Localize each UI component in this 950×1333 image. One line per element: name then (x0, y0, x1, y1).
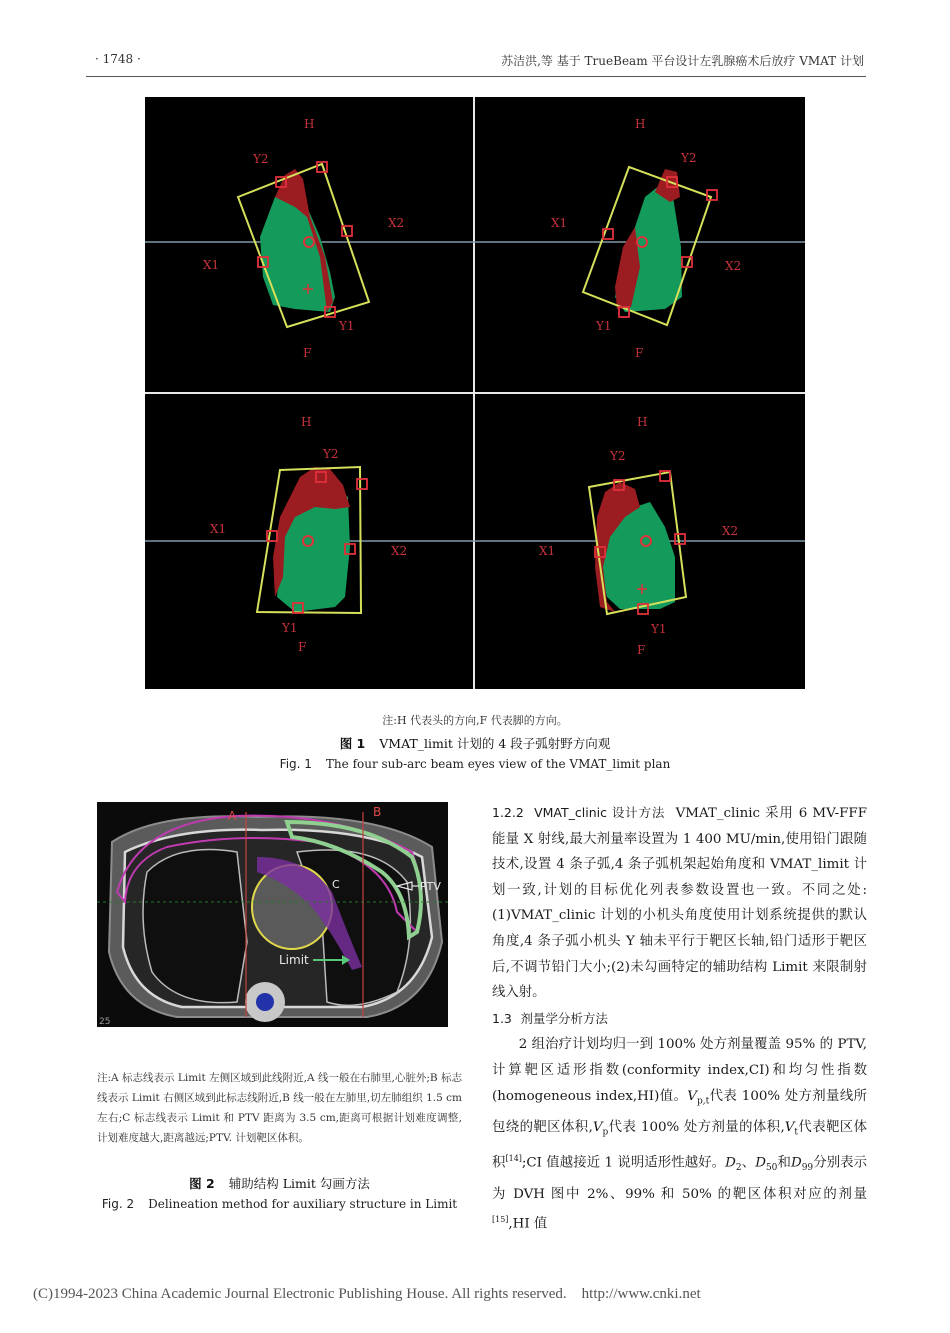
figure-1-title-cn: VMAT_limit 计划的 4 段子弧射野方向观 (379, 736, 611, 751)
vpt-subscript: p,t (696, 1096, 710, 1107)
and-word: 和 (777, 1155, 791, 1171)
figure-2-title-cn: 辅助结构 Limit 勾画方法 (228, 1176, 370, 1191)
section-1-2-2-number: 1.2.2 (492, 805, 524, 820)
copyright-text: (C)1994-2023 China Academic Journal Electronic Publishing House. All rights reserved. (33, 1286, 567, 1302)
section-1-3-title: 剂量学分析方法 (520, 1010, 608, 1026)
page-number: · 1748 · (95, 52, 141, 66)
p3-y2-label: Y2 (323, 447, 339, 461)
section-1-3-heading (492, 1006, 867, 1033)
figure-1-note: 注:H 代表头的方向,F 代表脚的方向。 (382, 714, 568, 727)
p2-x1-label: X1 (551, 216, 568, 230)
p3-x1-label: X1 (210, 522, 227, 536)
p4-x1-label: X1 (539, 544, 556, 558)
separator-1: 、 (741, 1155, 756, 1171)
p1-y1-label: Y1 (339, 319, 355, 333)
d50-subscript: 50 (765, 1163, 778, 1174)
p3-head-label: H (301, 415, 312, 429)
figure-2-caption-en (97, 1197, 462, 1211)
section-1-2-2 (492, 800, 867, 1006)
figure-1-label-en: Fig. 1 (279, 757, 312, 771)
d99-subscript: 99 (801, 1163, 814, 1174)
paragraph-2a: 代表 100% 处方剂量线所包绕的靶区体积, (492, 1088, 868, 1135)
vp-symbol: V (592, 1119, 603, 1135)
limit-label: Limit (279, 953, 309, 967)
section-1-3-number: 1.3 (492, 1010, 512, 1026)
bev-panel-3 (257, 467, 367, 613)
p2-foot-label: F (635, 346, 644, 360)
running-title: 苏洁洪,等 基于 TrueBeam 平台设计左乳腺癌术后放疗 VMAT 计划 (501, 54, 864, 68)
figure-1-caption-en (0, 757, 950, 771)
bev-panel-4 (589, 471, 686, 614)
figure-2-title-en: Delineation method for auxiliary structure in Limit (148, 1197, 458, 1211)
figure-2-image (97, 802, 448, 1027)
paragraph-2c: 代表靶区体积 (492, 1119, 867, 1171)
p1-head-label: H (304, 117, 315, 131)
paragraph-3a: 分别表示为 DVH 图中 2%、99% 和 50% 的靶区体积对应的剂量 (492, 1155, 868, 1202)
p3-foot-label: F (298, 640, 307, 654)
marker-a-label: A (228, 809, 237, 823)
d99-symbol: D (790, 1155, 802, 1171)
d2-subscript: 2 (735, 1163, 742, 1174)
p3-y1-label: Y1 (282, 621, 298, 635)
vt-subscript: t (794, 1127, 799, 1138)
p2-y2-label: Y2 (681, 151, 697, 165)
reference-15[interactable]: [15] (492, 1215, 509, 1225)
d2-symbol: D (725, 1155, 736, 1171)
figure-1-caption-cn (0, 734, 950, 752)
p1-y2-label: Y2 (253, 152, 269, 166)
p4-x2-label: X2 (722, 524, 739, 538)
p4-foot-label: F (637, 643, 646, 657)
p4-y1-label: Y1 (651, 622, 667, 636)
copyright-footer (33, 1286, 701, 1303)
body-text (492, 800, 867, 1237)
bev-panel-1 (238, 162, 369, 327)
p2-head-label: H (635, 117, 646, 131)
p3-x2-label: X2 (391, 544, 408, 558)
p4-y2-label: Y2 (610, 449, 626, 463)
marker-b-label: B (373, 805, 382, 819)
p1-x2-label: X2 (388, 216, 405, 230)
figure-1-title-en: The four sub-arc beam eyes view of the VMAT_limit plan (325, 757, 671, 771)
paragraph-2b: 代表 100% 处方剂量的体积, (608, 1119, 785, 1135)
p4-head-label: H (637, 415, 648, 429)
p2-x2-label: X2 (725, 259, 742, 273)
figure-1-image (145, 97, 805, 689)
section-1-2-2-title: VMAT_clinic 设计方法 (534, 805, 666, 820)
figure-2-label-cn: 图 2 (189, 1176, 215, 1191)
figure-1-label-cn: 图 1 (339, 736, 366, 751)
vp-subscript: p (602, 1127, 609, 1138)
vt-symbol: V (784, 1119, 795, 1135)
reference-14[interactable]: [14] (505, 1154, 522, 1164)
figure-2-caption-cn (97, 1174, 462, 1192)
bev-panel-2 (583, 167, 717, 325)
header-rule (86, 76, 866, 77)
section-1-2-2-text: VMAT_clinic 采用 6 MV-FFF 能量 X 射线,最大剂量率设置为 1 400 MU/min,使用铅门跟随技术,设置 4 条子弧,4 条子弧机架起始角度和 VMAT_limit 计划一致,计划的目标优化列表参数设置也一致。不同之处:(1)VMAT_clinic 计划的小机头角度使用计划系统提供的默认角度,4 条子弧小机头 Y 轴未平行于靶区长轴,铅门适形于靶区后,不调节铅门大小;(2)未勾画特定的辅助结构 Limit 来限制射线入射。 (492, 806, 867, 1001)
p1-x1-label: X1 (203, 258, 220, 272)
paragraph-3b: ,HI 值 (508, 1216, 548, 1232)
scale-label: 25 (99, 1017, 111, 1027)
vpt-symbol: V (687, 1088, 697, 1104)
d50-symbol: D (755, 1155, 766, 1171)
figure-2-note: 注:A 标志线表示 Limit 左侧区域到此线附近,A 线一般在右肺里,心脏外;B 标志线表示 Limit 右侧区域到此标志线附近,B 线一般在左肺里,切左肺组织 1.5 cm 左右;C 标志线表示 Limit 和 PTV 距离为 3.5 cm,距离可根据计划难度调整,计划难度越大,距离越远;PTV. 计划靶区体积。 (97, 1072, 462, 1144)
section-1-3-paragraph (492, 1032, 867, 1237)
marker-c-label: C (332, 878, 340, 891)
p2-y1-label: Y1 (596, 319, 612, 333)
cnki-url[interactable]: http://www.cnki.net (581, 1286, 701, 1302)
figure-2-label-en: Fig. 2 (101, 1197, 135, 1211)
p1-foot-label: F (303, 346, 312, 360)
ptv-label: PTV (420, 880, 441, 893)
paragraph-2d: ;CI 值越接近 1 说明适形性越好。 (521, 1155, 726, 1171)
paragraph-1: 2 组治疗计划均归一到 100% 处方剂量覆盖 95% 的 PTV,计算靶区适形指数(conformity index,CI)和均匀性指数(homogeneous index,HI)值。 (492, 1037, 867, 1104)
